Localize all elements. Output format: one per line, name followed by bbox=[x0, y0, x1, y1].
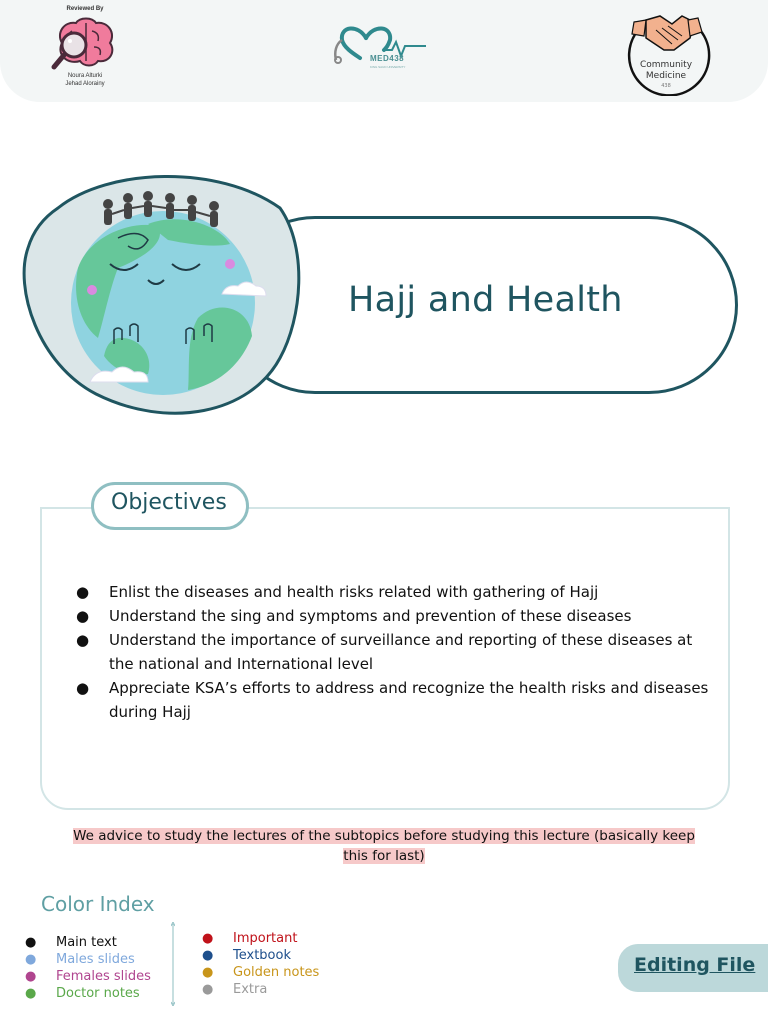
page-title: Hajj and Health bbox=[348, 280, 623, 320]
list-item bbox=[74, 580, 714, 604]
color-index-item bbox=[25, 968, 151, 985]
course-logo-year: 438 bbox=[661, 83, 671, 89]
advice-note bbox=[60, 826, 708, 866]
color-index-item bbox=[202, 981, 319, 998]
color-index-item bbox=[202, 947, 319, 964]
bullet-icon: ● bbox=[25, 986, 37, 1001]
bullet-icon: ● bbox=[202, 965, 214, 980]
objectives-list bbox=[74, 580, 714, 724]
brain-magnifier-icon bbox=[50, 15, 120, 71]
community-medicine-text bbox=[620, 60, 712, 82]
color-index-right-column bbox=[202, 930, 319, 998]
bullet-icon: ● bbox=[202, 931, 214, 946]
color-index-item bbox=[202, 964, 319, 981]
med438-text: MED438 bbox=[370, 54, 405, 63]
color-index-divider bbox=[171, 922, 175, 1006]
advice-text: We advice to study the lectures of the subtopics before studying this lecture (basically keep this for last) bbox=[73, 828, 695, 864]
reviewer-name: Noura Alturki bbox=[67, 73, 103, 79]
earth-illustration-icon bbox=[18, 168, 308, 428]
objective-text: Appreciate KSA’s efforts to address and recognize the health risks and diseases during Hajj bbox=[109, 679, 709, 721]
bullet-icon: ● bbox=[76, 583, 90, 601]
color-index-item bbox=[25, 951, 151, 968]
reviewer-names bbox=[40, 72, 130, 88]
bullet-icon: ● bbox=[202, 948, 214, 963]
list-item bbox=[74, 604, 714, 628]
editing-file-link[interactable]: Editing File bbox=[634, 954, 756, 976]
list-item bbox=[74, 676, 714, 724]
color-index-label: Males slides bbox=[56, 952, 135, 967]
color-index-label: Important bbox=[233, 931, 298, 946]
bullet-icon: ● bbox=[25, 969, 37, 984]
med438-subtext: KING SAUD UNIVERSITY bbox=[370, 65, 406, 69]
reviewed-by-logo bbox=[40, 6, 130, 90]
community-medicine-logo bbox=[620, 10, 712, 96]
reviewed-by-label: Reviewed By bbox=[66, 6, 104, 12]
color-index-label: Golden notes bbox=[233, 965, 320, 980]
color-index-label: Main text bbox=[56, 935, 117, 950]
bullet-icon: ● bbox=[25, 952, 37, 967]
med438-logo bbox=[326, 14, 436, 80]
color-index-label: Textbook bbox=[233, 948, 291, 963]
color-index-item bbox=[25, 985, 151, 1002]
course-logo-line: Community bbox=[639, 60, 693, 70]
objective-text: Enlist the diseases and health risks related with gathering of Hajj bbox=[109, 583, 599, 601]
bullet-icon: ● bbox=[202, 982, 214, 997]
bullet-icon: ● bbox=[76, 679, 90, 697]
color-index-item bbox=[202, 930, 319, 947]
color-index-label: Females slides bbox=[56, 969, 151, 984]
course-logo-line: Medicine bbox=[645, 71, 687, 81]
color-index-title: Color Index bbox=[41, 892, 155, 916]
objectives-heading: Objectives bbox=[111, 490, 227, 515]
color-index-label: Doctor notes bbox=[56, 986, 140, 1001]
color-index-label: Extra bbox=[233, 982, 268, 997]
bullet-icon: ● bbox=[76, 631, 90, 649]
bullet-icon: ● bbox=[76, 607, 90, 625]
reviewer-name: Jehad Alorainy bbox=[65, 81, 105, 87]
list-item bbox=[74, 628, 714, 676]
objective-text: Understand the importance of surveillance and reporting of these diseases at the national and International level bbox=[109, 631, 693, 673]
bullet-icon: ● bbox=[25, 935, 37, 950]
color-index-item bbox=[25, 934, 151, 951]
color-index-left-column bbox=[25, 934, 151, 1002]
objective-text: Understand the sing and symptoms and prevention of these diseases bbox=[109, 607, 632, 625]
